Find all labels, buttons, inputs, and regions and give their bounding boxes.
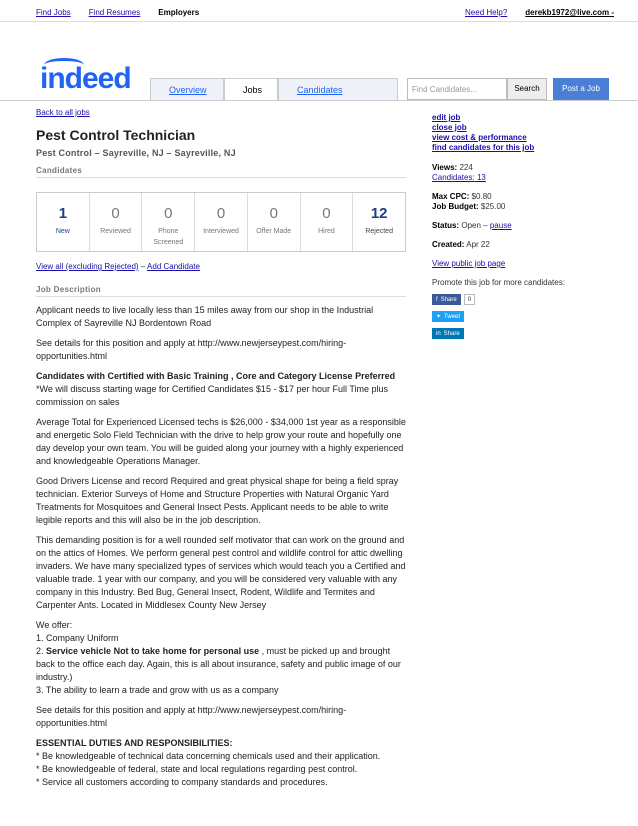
job-status: Status: Open – pause (432, 221, 512, 230)
facebook-share-button[interactable]: f Share (432, 294, 461, 305)
stat-hired[interactable]: 0 Hired (301, 193, 354, 251)
desc-bold: Candidates with Certified with Basic Training , Core and Category License Preferred (36, 371, 396, 381)
tab-overview[interactable]: Overview (150, 78, 224, 100)
job-subtitle: Pest Control – Sayreville, NJ – Sayreville, NJ (36, 148, 236, 158)
desc-paragraph: We offer: 1. Company Uniform 2. Service vehicle Not to take home for personal use , must be picked up and brought back to the office each day. Again, this is all about insurance, safety and public image of our industry.) 3. The ability to learn a trade and grow with us as a company (36, 620, 401, 695)
linkedin-share-row (432, 328, 602, 339)
candidate-links (36, 262, 406, 271)
view-public-page (432, 259, 602, 269)
linkedin-icon: in (436, 330, 441, 337)
desc-paragraph: Candidates with Certified with Basic Training , Core and Category License Preferred *We will discuss starting wage for Certified Candidates $15 - $17 per hour Full Time plus commission on sales (36, 371, 396, 407)
linkedin-share-button[interactable]: in Share (432, 328, 464, 339)
stat-new[interactable]: 1 New (37, 193, 90, 251)
facebook-share-count: 0 (464, 294, 475, 305)
candidates-stat (432, 173, 602, 183)
views-stat: Views: 224 (432, 163, 473, 172)
tab-jobs[interactable]: Jobs (224, 78, 278, 100)
view-all-link[interactable]: View all (excluding Rejected) (36, 262, 139, 271)
page-title: Pest Control Technician (36, 127, 196, 143)
facebook-icon: f (436, 296, 438, 303)
main-tabs (150, 78, 398, 100)
header-divider (0, 100, 638, 101)
close-job-link[interactable]: close job (432, 123, 467, 132)
facebook-share-row (432, 294, 602, 305)
find-candidates-link[interactable]: find candidates for this job (432, 143, 535, 152)
job-sidebar (432, 113, 602, 339)
desc-paragraph: Good Drivers License and record Required and great physical shape for being a field spray technician. Exterior Surveys of Home and Structure Properties with Natural Organic Yard Treatments for Mosquitoes and General Insect Pests. Applicant needs to be able to write legible reports and this will also be in the job description. (36, 476, 399, 525)
need-help-link[interactable]: Need Help? (465, 8, 508, 17)
job-actions (432, 113, 602, 153)
max-cpc: Max CPC: $0.80 (432, 192, 492, 201)
view-public-link[interactable]: View public job page (432, 259, 506, 268)
stat-phone-screened[interactable]: 0 Phone Screened (142, 193, 195, 251)
find-candidates-input[interactable]: Find Candidates... (407, 78, 507, 100)
indeed-logo[interactable]: indeed (40, 62, 131, 95)
edit-job-link[interactable]: edit job (432, 113, 461, 122)
stat-reviewed[interactable]: 0 Reviewed (90, 193, 143, 251)
stat-offer-made[interactable]: 0 Offer Made (248, 193, 301, 251)
promote-text: Promote this job for more candidates: (432, 278, 565, 287)
employers-nav[interactable]: Employers (158, 8, 200, 17)
twitter-share-row (432, 311, 602, 322)
user-menu[interactable]: derekb1972@live.com - (525, 8, 614, 17)
candidates-count-link[interactable]: Candidates: 13 (432, 173, 486, 182)
twitter-icon: ✦ (436, 313, 442, 320)
desc-paragraph: This demanding position is for a well rounded self motivator that can work on the ground and on the attics of Homes. We perform general pest control and wildlife control for attic dwelling invaders. We have many specialized types of services which would teach you a Certified and valuable trade. 1 year with our company, and you will be considered very valuable with any company in this Industry. Bed Bug, General Insect, Rodent, Wildlife and Termites and Carpenter Ants. Located in Middlesex County New Jersey (36, 535, 406, 610)
desc-paragraph: See details for this position and apply at http://www.newjerseypest.com/hiring-opportunities.html (36, 338, 347, 361)
created-date: Created: Apr 22 (432, 240, 490, 249)
stat-rejected[interactable]: 12 Rejected (365, 205, 393, 235)
candidates-heading: Candidates (36, 166, 406, 178)
job-description-heading: Job Description (36, 285, 406, 297)
view-cost-link[interactable]: view cost & performance (432, 133, 527, 142)
add-candidate-link[interactable]: Add Candidate (147, 262, 200, 271)
top-nav (0, 0, 638, 22)
desc-paragraph: ESSENTIAL DUTIES AND RESPONSIBILITIES: * Be knowledgeable of technical data concerning chemicals used and their application. * Be knowledgeable of federal, state and local regulations regarding pest control. * Service all customers according to company standards and procedures. (36, 738, 381, 787)
back-to-jobs-link[interactable]: Back to all jobs (36, 108, 90, 117)
post-job-button[interactable]: Post a Job (553, 78, 609, 100)
search-button[interactable]: Search (507, 78, 547, 100)
stat-interviewed[interactable]: 0 Interviewed (195, 193, 248, 251)
separator: – (140, 262, 146, 271)
find-jobs-link[interactable]: Find Jobs (36, 8, 71, 17)
pause-link[interactable]: pause (489, 221, 512, 230)
tweet-button[interactable]: ✦ Tweet (432, 311, 464, 322)
desc-paragraph: See details for this position and apply at http://www.newjerseypest.com/hiring-opportunities.html (36, 705, 347, 728)
header (0, 22, 638, 100)
desc-paragraph: Applicant needs to live locally less than 15 miles away from our shop in the Industrial Complex of Sayreville NJ Bordentown Road (36, 305, 374, 328)
job-main (36, 106, 406, 789)
candidate-pipeline (36, 192, 406, 252)
find-resumes-link[interactable]: Find Resumes (88, 8, 141, 17)
job-description (36, 304, 406, 789)
desc-paragraph: Average Total for Experienced Licensed techs is $26,000 - $34,000 1st year as a responsible and energetic Solo Field Technician with the drive to help grow your route and hopefully one day develop your own team. You will be guided along your journey with a highly experienced and knowledgeable Operations Manager. (36, 417, 406, 466)
job-budget: Job Budget: $25.00 (432, 202, 506, 211)
tab-candidates[interactable]: Candidates (278, 78, 398, 100)
